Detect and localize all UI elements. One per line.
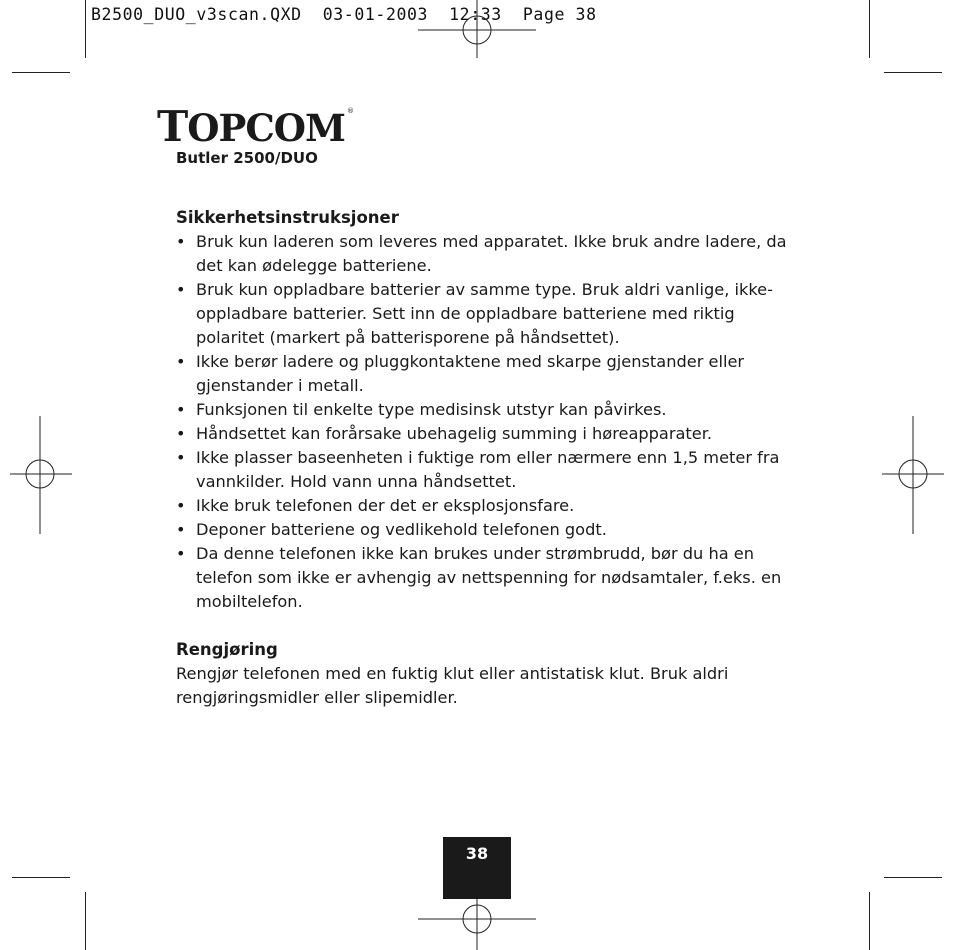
brand-logo-initial: T [157, 102, 188, 151]
section-spacer [176, 614, 796, 638]
safety-item: • Ikke berør ladere og pluggkontaktene med skarpe gjenstander eller gjenstander i metall. [176, 350, 796, 398]
page-number-badge: 38 [443, 837, 511, 899]
safety-list [176, 230, 796, 614]
safety-item: • Da denne telefonen ikke kan brukes under strømbrudd, bør du ha en telefon som ikke er avhengig av nettspenning for nødsamtaler, f.eks. en mobiltelefon. [176, 542, 796, 614]
crop-mark-top-left-vertical [85, 0, 86, 58]
registration-mark-bottom-icon [418, 892, 536, 950]
crop-mark-bottom-right-vertical [869, 892, 870, 950]
safety-heading: Sikkerhetsinstruksjoner [176, 208, 399, 227]
safety-item: • Bruk kun oppladbare batterier av samme type. Bruk aldri vanlige, ikke-oppladbare batterier. Sett inn de oppladbare batteriene med riktig polaritet (markert på batterisporene på håndsettet). [176, 278, 796, 350]
cleaning-text: Rengjør telefonen med en fuktig klut eller antistatisk klut. Bruk aldri rengjøringsmidler eller slipemidler. [176, 664, 729, 707]
safety-item: • Ikke bruk telefonen der det er eksplosjonsfare. [176, 494, 796, 518]
crop-mark-top-left-horizontal [12, 72, 70, 73]
safety-item: • Deponer batteriene og vedlikehold telefonen godt. [176, 518, 796, 542]
crop-mark-bottom-left-vertical [85, 892, 86, 950]
registered-mark: ® [346, 107, 353, 115]
manual-content [176, 206, 796, 710]
registration-mark-top-icon [418, 0, 536, 58]
registration-mark-right-icon [882, 416, 944, 534]
brand-logo [157, 102, 353, 151]
cleaning-heading: Rengjøring [176, 640, 278, 659]
registration-mark-left-icon [10, 416, 72, 534]
crop-mark-top-right-horizontal [884, 72, 942, 73]
safety-item: • Bruk kun laderen som leveres med apparatet. Ikke bruk andre ladere, da det kan ødelegge batteriene. [176, 230, 796, 278]
safety-item: • Ikke plasser baseenheten i fuktige rom eller nærmere enn 1,5 meter fra vannkilder. Hold vann unna håndsettet. [176, 446, 796, 494]
safety-item: • Håndsettet kan forårsake ubehagelig summing i høreapparater. [176, 422, 796, 446]
safety-item: • Funksjonen til enkelte type medisinsk utstyr kan påvirkes. [176, 398, 796, 422]
model-name: Butler 2500/DUO [176, 149, 318, 167]
crop-mark-bottom-left-horizontal [12, 877, 70, 878]
crop-mark-top-right-vertical [869, 0, 870, 58]
brand-logo-rest: OPCOM [187, 106, 345, 150]
print-slug-line: B2500_DUO_v3scan.QXD 03-01-2003 12:33 Page 38 [91, 5, 597, 24]
crop-mark-bottom-right-horizontal [884, 877, 942, 878]
